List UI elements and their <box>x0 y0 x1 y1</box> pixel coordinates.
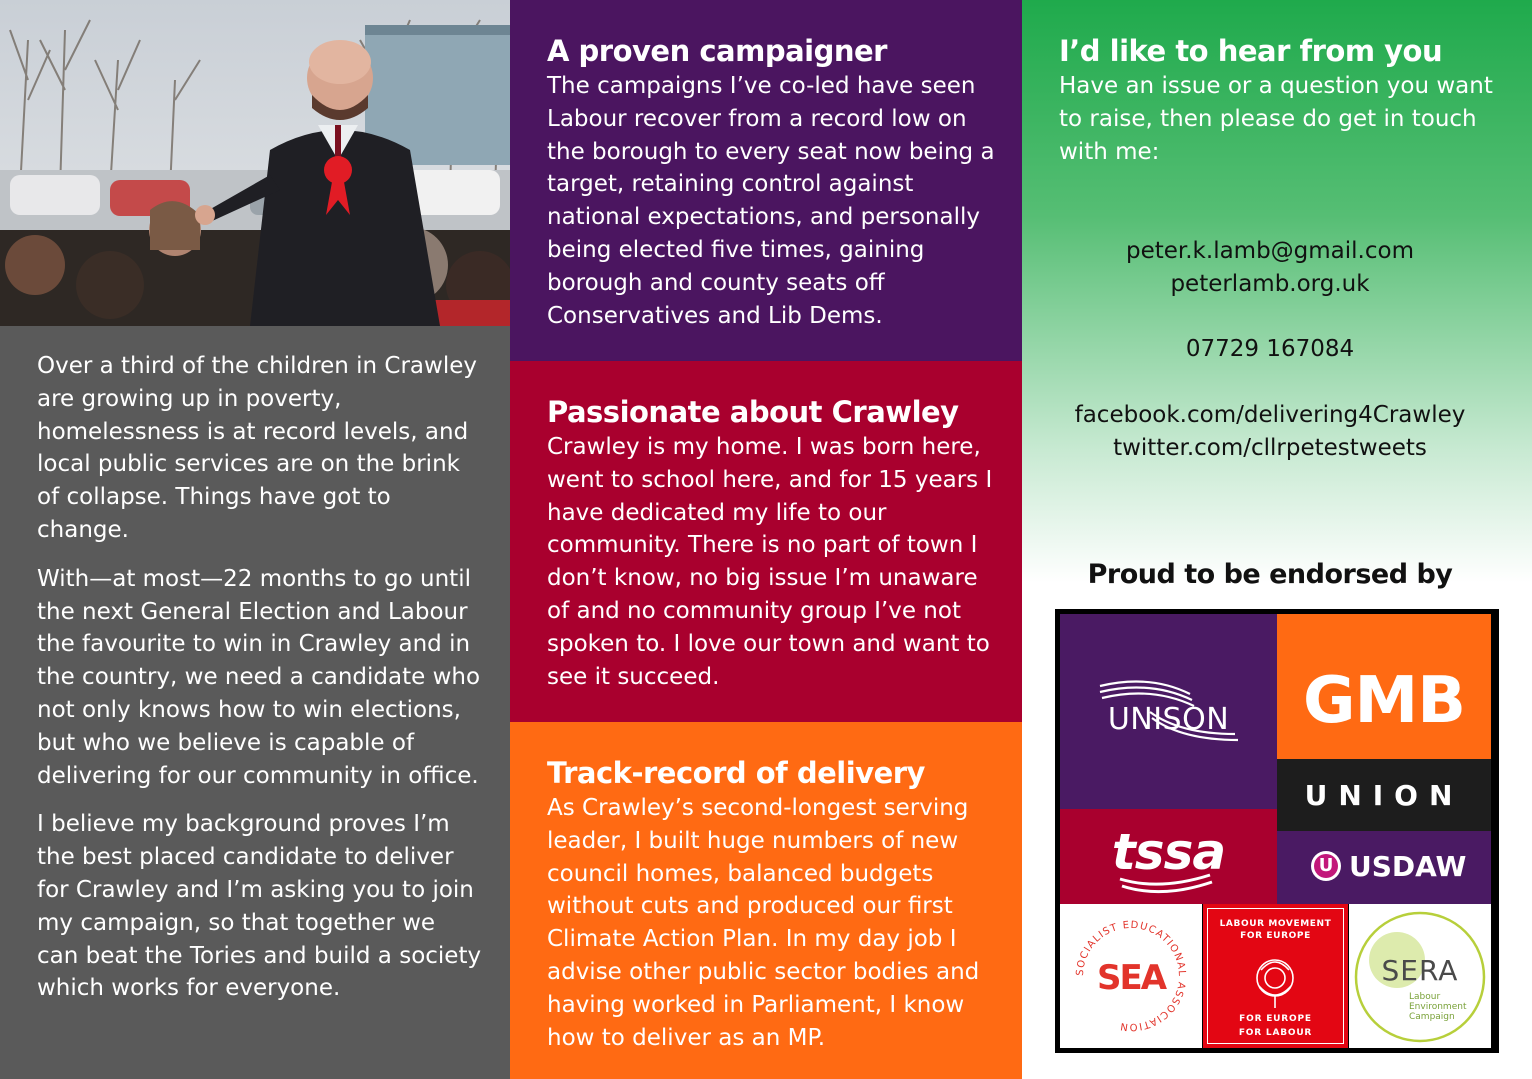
usdaw-logo <box>1277 831 1491 904</box>
campaign-rally-image <box>0 0 510 326</box>
contact-title: I’d like to hear from you <box>1059 34 1443 68</box>
panel-track-record <box>510 722 1022 1079</box>
unison-logo <box>1060 614 1277 809</box>
gmb-union-text: UNION <box>1304 779 1464 812</box>
sera-subtitle: Labour Environment Campaign <box>1409 992 1467 1022</box>
phone-number[interactable]: 07729 167084 <box>1185 336 1355 362</box>
intro-paragraph-1: Over a third of the children in Crawley are growing up in poverty, homelessness is at record levels, and local public services are on the brink of collapse. Things have got to change. <box>37 353 477 543</box>
intro-paragraph-3: I believe my background proves I’m the best placed candidate to deliver for Crawley and I’m asking you to join my campaign, so that together we can beat the Tories and build a society which works for everyone. <box>37 811 482 1002</box>
left-column <box>0 0 510 1079</box>
panel-passionate-about-crawley <box>510 361 1022 722</box>
gmb-logo <box>1277 614 1491 759</box>
panel-body: Crawley is my home. I was born here, went to school here, and for 15 years I have dedicated my life to our community. There is no part of town I don’t know, no big issue I’m unaware of and no community group I’ve not spoken to. I love our town and want to see it succeed. <box>547 434 993 690</box>
intro-text <box>37 350 482 1021</box>
lme-top-text: LABOUR MOVEMENT FOR EUROPE <box>1219 919 1332 941</box>
sera-logo <box>1349 904 1491 1048</box>
panel-body: The campaigns I’ve co-led have seen Labour recover from a record low on the borough to every seat now being a target, retaining control against national expectations, and personally being elected five times, gaining borough and county seats off Conservatives and Lib Dems. <box>547 73 995 329</box>
gmb-wordmark: GMB <box>1303 664 1465 738</box>
twitter-link[interactable]: twitter.com/cllrpetestweets <box>1113 435 1427 461</box>
tssa-wordmark: tssa <box>1111 823 1226 881</box>
facebook-link[interactable]: facebook.com/delivering4Crawley <box>1074 402 1466 428</box>
lme-bottom-text-2: FOR LABOUR <box>1238 1028 1313 1038</box>
candidate-photo <box>0 0 510 326</box>
website-link[interactable]: peterlamb.org.uk <box>1170 271 1370 297</box>
usdaw-wordmark: USDAW <box>1349 850 1467 883</box>
panel-body: As Crawley’s second-longest serving leader, I built huge numbers of new council homes, balanced budgets without cuts and produced our first Climate Action Plan. In my day job I advise other public sector bodies and having worked in Parliament, I know how to deliver as an MP. <box>547 795 980 1051</box>
panel-title: A proven campaigner <box>547 34 887 68</box>
email-link[interactable]: peter.k.lamb@gmail.com <box>1125 238 1414 264</box>
sea-ring-text: SOCIALIST EDUCATIONAL ASSOCIATION <box>1074 919 1188 1033</box>
panel-proven-campaigner <box>510 0 1022 361</box>
intro-paragraph-2: With—at most—22 months to go until the next General Election and Labour the favourite to win in Crawley and in the country, we need a candidate who not only knows how to win elections, but who we believe is capable of delivering for our community in office. <box>37 565 481 789</box>
sea-logo <box>1060 904 1202 1048</box>
right-column <box>1022 0 1532 1079</box>
endorsements-title: Proud to be endorsed by <box>1087 559 1453 590</box>
middle-column <box>510 0 1022 1079</box>
tssa-logo <box>1060 809 1277 904</box>
unison-wordmark: UNISON <box>1107 702 1230 737</box>
labour-movement-for-europe-logo <box>1203 904 1348 1048</box>
sea-letters: SEA <box>1096 958 1166 998</box>
sera-wordmark: SERA <box>1381 954 1459 987</box>
rose-icon <box>1203 904 1348 1048</box>
panel-title: Passionate about Crawley <box>547 395 959 429</box>
panel-title: Track-record of delivery <box>547 756 925 790</box>
tssa-wave-icon <box>1060 809 1277 904</box>
lme-bottom-text-1: FOR EUROPE <box>1239 1014 1312 1024</box>
usdaw-circle-icon: U <box>1311 851 1341 881</box>
endorsement-logos <box>1055 609 1499 1053</box>
contact-intro: Have an issue or a question you want to raise, then please do get in touch with me: <box>1059 73 1493 165</box>
gmb-union-banner <box>1277 759 1491 831</box>
